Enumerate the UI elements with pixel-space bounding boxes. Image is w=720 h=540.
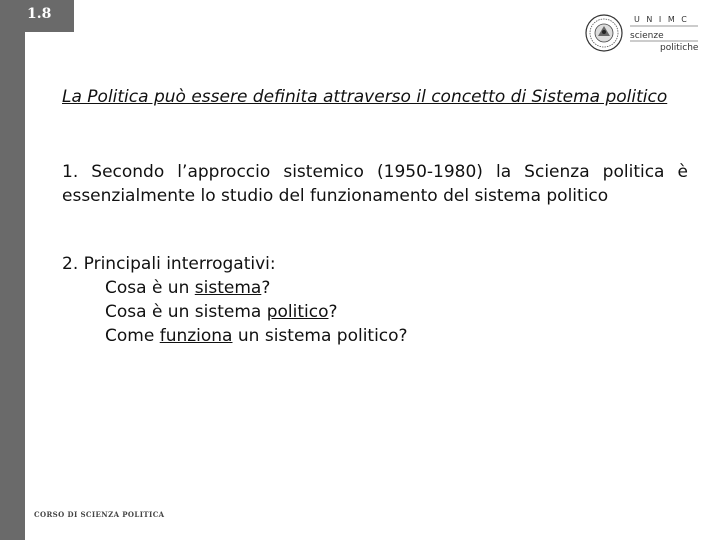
question-2: Cosa è un sistema politico? [105, 302, 338, 322]
slide-title: La Politica può essere definita attraverso il concetto di Sistema politico [62, 87, 668, 107]
point-two [62, 252, 688, 348]
seal-icon [586, 15, 622, 51]
logo-letters: U N I M C [634, 15, 689, 24]
sidebar-bar [0, 0, 25, 540]
logo-text-line1: scienze [630, 31, 664, 41]
question-1: Cosa è un sistema? [105, 278, 271, 298]
question-3: Come funziona un sistema politico? [105, 326, 408, 346]
slide-number: 1.8 [27, 6, 52, 22]
sidebar-curve [25, 32, 55, 62]
point-two-heading: 2. Principali interrogativi: [62, 254, 276, 274]
point-one: 1. Secondo l’approccio sistemico (1950-1980) la Scienza politica è essenzialmente lo studio del funzionamento del sistema politico [62, 162, 688, 206]
course-footer: CORSO DI SCIENZA POLITICA [34, 510, 165, 519]
logo-text-line2: politiche [660, 43, 699, 53]
university-logo [584, 10, 700, 56]
